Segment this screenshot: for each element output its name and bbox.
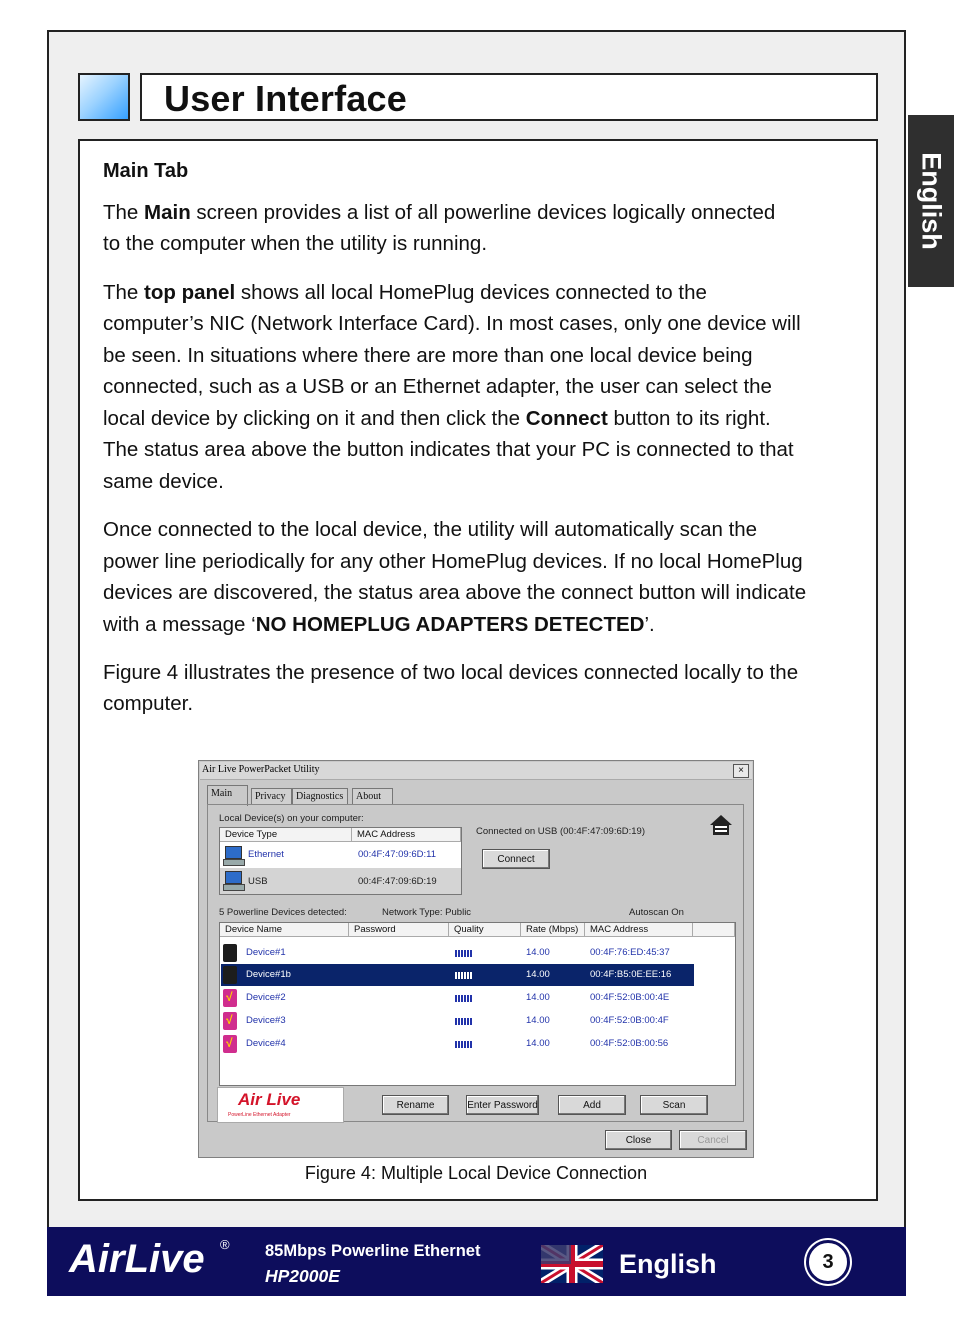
signal-quality-bars <box>455 995 473 1002</box>
flag-icon <box>541 1245 603 1283</box>
device-name: Device#3 <box>246 1015 286 1026</box>
col-quality[interactable]: Quality <box>449 923 521 937</box>
device-row[interactable] <box>221 1033 694 1055</box>
local-device-type: USB <box>248 876 268 887</box>
product-line: 85Mbps Powerline Ethernet <box>265 1242 481 1260</box>
device-mac: 00:4F:52:0B:00:4F <box>590 1015 669 1026</box>
device-mac: 00:4F:B5:0E:EE:16 <box>590 969 672 980</box>
scan-button[interactable]: Scan <box>640 1095 708 1115</box>
device-rate: 14.00 <box>526 1038 550 1049</box>
paragraph-3-line-3: devices are discovered, the status area above the connect button will indicate <box>103 581 807 604</box>
col-rate[interactable]: Rate (Mbps) <box>521 923 585 937</box>
paragraph-2-line-1: The top panel shows all local HomePlug devices connected to the <box>103 281 707 304</box>
col-password[interactable]: Password <box>349 923 449 937</box>
device-row[interactable] <box>221 1010 694 1032</box>
device-rate: 14.00 <box>526 1015 550 1026</box>
model-number: HP2000E <box>265 1266 340 1286</box>
signal-quality-bars <box>455 1041 473 1048</box>
close-button[interactable]: Close <box>605 1130 672 1150</box>
device-rate: 14.00 <box>526 969 550 980</box>
device-mac: 00:4F:52:0B:00:56 <box>590 1038 669 1049</box>
paragraph-2-line-5: local device by clicking on it and then click the Connect button to its right. <box>103 407 771 430</box>
paragraph-3-line-4: with a message ‘NO HOMEPLUG ADAPTERS DETECTED’. <box>103 613 655 636</box>
device-name: Device#1 <box>246 947 286 958</box>
rename-button[interactable]: Rename <box>382 1095 449 1115</box>
local-device-row[interactable] <box>220 868 461 894</box>
tab-diagnostics[interactable]: Diagnostics <box>292 788 348 805</box>
local-device-type: Ethernet <box>248 849 284 860</box>
signal-quality-bars <box>455 1018 473 1025</box>
paragraph-4-line-1: Figure 4 illustrates the presence of two local devices connected locally to the <box>103 661 799 684</box>
home-icon <box>709 814 733 836</box>
tab-main[interactable]: Main <box>207 785 248 806</box>
logo-tagline: PowerLine Ethernet Adapter <box>228 1112 291 1118</box>
tab-privacy[interactable]: Privacy <box>251 788 292 805</box>
signal-quality-bars <box>455 950 473 957</box>
local-device-list[interactable] <box>219 827 462 895</box>
pink-adapter-icon <box>223 1012 237 1030</box>
paragraph-3-line-2: power line periodically for any other HomePlug devices. If no local HomePlug <box>103 550 803 573</box>
enter-password-button[interactable]: Enter Password <box>466 1095 539 1115</box>
footer-language: English <box>619 1249 717 1279</box>
network-type-label: Network Type: Public <box>382 907 472 918</box>
computer-icon <box>223 871 243 889</box>
title-decor-square <box>78 73 130 121</box>
paragraph-2-line-2: computer’s NIC (Network Interface Card). In most cases, only one device will <box>103 312 801 335</box>
paragraph-2-line-3: be seen. In situations where there are more than one local device being <box>103 344 753 367</box>
device-name: Device#1b <box>246 969 291 980</box>
title-box <box>140 73 878 121</box>
cancel-button[interactable]: Cancel <box>679 1130 747 1150</box>
connect-button[interactable]: Connect <box>482 849 550 869</box>
devices-detected-label: 5 Powerline Devices detected: <box>219 907 347 918</box>
add-button[interactable]: Add <box>558 1095 626 1115</box>
window-titlebar <box>200 762 752 780</box>
pink-adapter-icon <box>223 1035 237 1053</box>
footer-bar <box>47 1227 906 1296</box>
page-number: 3 <box>806 1240 850 1284</box>
device-name: Device#2 <box>246 992 286 1003</box>
device-row[interactable] <box>221 942 694 964</box>
col-device-name[interactable]: Device Name <box>220 923 349 937</box>
paragraph-1-line-2: to the computer when the utility is running. <box>103 232 488 255</box>
device-mac: 00:4F:52:0B:00:4E <box>590 992 670 1003</box>
close-icon[interactable]: × <box>733 764 749 778</box>
device-name: Device#4 <box>246 1038 286 1049</box>
figure-caption: Figure 4: Multiple Local Device Connection <box>304 1163 648 1183</box>
device-mac: 00:4F:76:ED:45:37 <box>590 947 670 958</box>
connection-status: Connected on USB (00:4F:47:09:6D:19) <box>476 826 645 837</box>
device-row[interactable] <box>221 987 694 1009</box>
paragraph-1-line-1: The Main screen provides a list of all powerline devices logically onnected <box>103 201 776 224</box>
pink-adapter-icon <box>223 989 237 1007</box>
local-device-mac: 00:4F:47:09:6D:11 <box>358 849 436 860</box>
col-filler <box>693 923 735 937</box>
logo-wordmark: Air Live <box>238 1090 301 1109</box>
local-device-mac: 00:4F:47:09:6D:19 <box>358 876 437 887</box>
paragraph-3-line-1: Once connected to the local device, the utility will automatically scan the <box>103 518 758 541</box>
paragraph-2-line-4: connected, such as a USB or an Ethernet adapter, the user can select the <box>103 375 772 398</box>
powerline-device-list[interactable] <box>219 922 736 1086</box>
tab-about[interactable]: About <box>352 788 393 805</box>
local-device-row[interactable] <box>220 843 461 867</box>
paragraph-4-line-2: computer. <box>103 692 194 715</box>
col-mac-address[interactable]: MAC Address <box>352 828 461 842</box>
brand-logo: AirLive <box>69 1237 205 1281</box>
signal-quality-bars <box>455 972 473 979</box>
local-devices-label: Local Device(s) on your computer: <box>219 813 364 824</box>
col-mac[interactable]: MAC Address <box>585 923 693 937</box>
device-rate: 14.00 <box>526 947 550 958</box>
page-title: User Interface <box>164 78 407 119</box>
language-side-tab <box>908 115 954 287</box>
black-adapter-icon <box>223 944 237 962</box>
window-title: Air Live PowerPacket Utility <box>202 764 320 775</box>
device-rate: 14.00 <box>526 992 550 1003</box>
col-device-type[interactable]: Device Type <box>220 828 352 842</box>
black-adapter-icon <box>223 966 237 984</box>
computer-icon <box>223 846 243 864</box>
paragraph-2-line-7: same device. <box>103 470 224 493</box>
registered-mark: ® <box>220 1237 230 1252</box>
device-row-selected[interactable] <box>221 964 694 986</box>
airlive-logo <box>217 1087 344 1123</box>
figure-4-screenshot <box>198 760 754 1158</box>
paragraph-2-line-6: The status area above the button indicates that your PC is connected to that <box>103 438 794 461</box>
side-tab-label: English <box>916 152 947 250</box>
section-heading: Main Tab <box>103 160 189 182</box>
autoscan-label: Autoscan On <box>629 907 684 918</box>
